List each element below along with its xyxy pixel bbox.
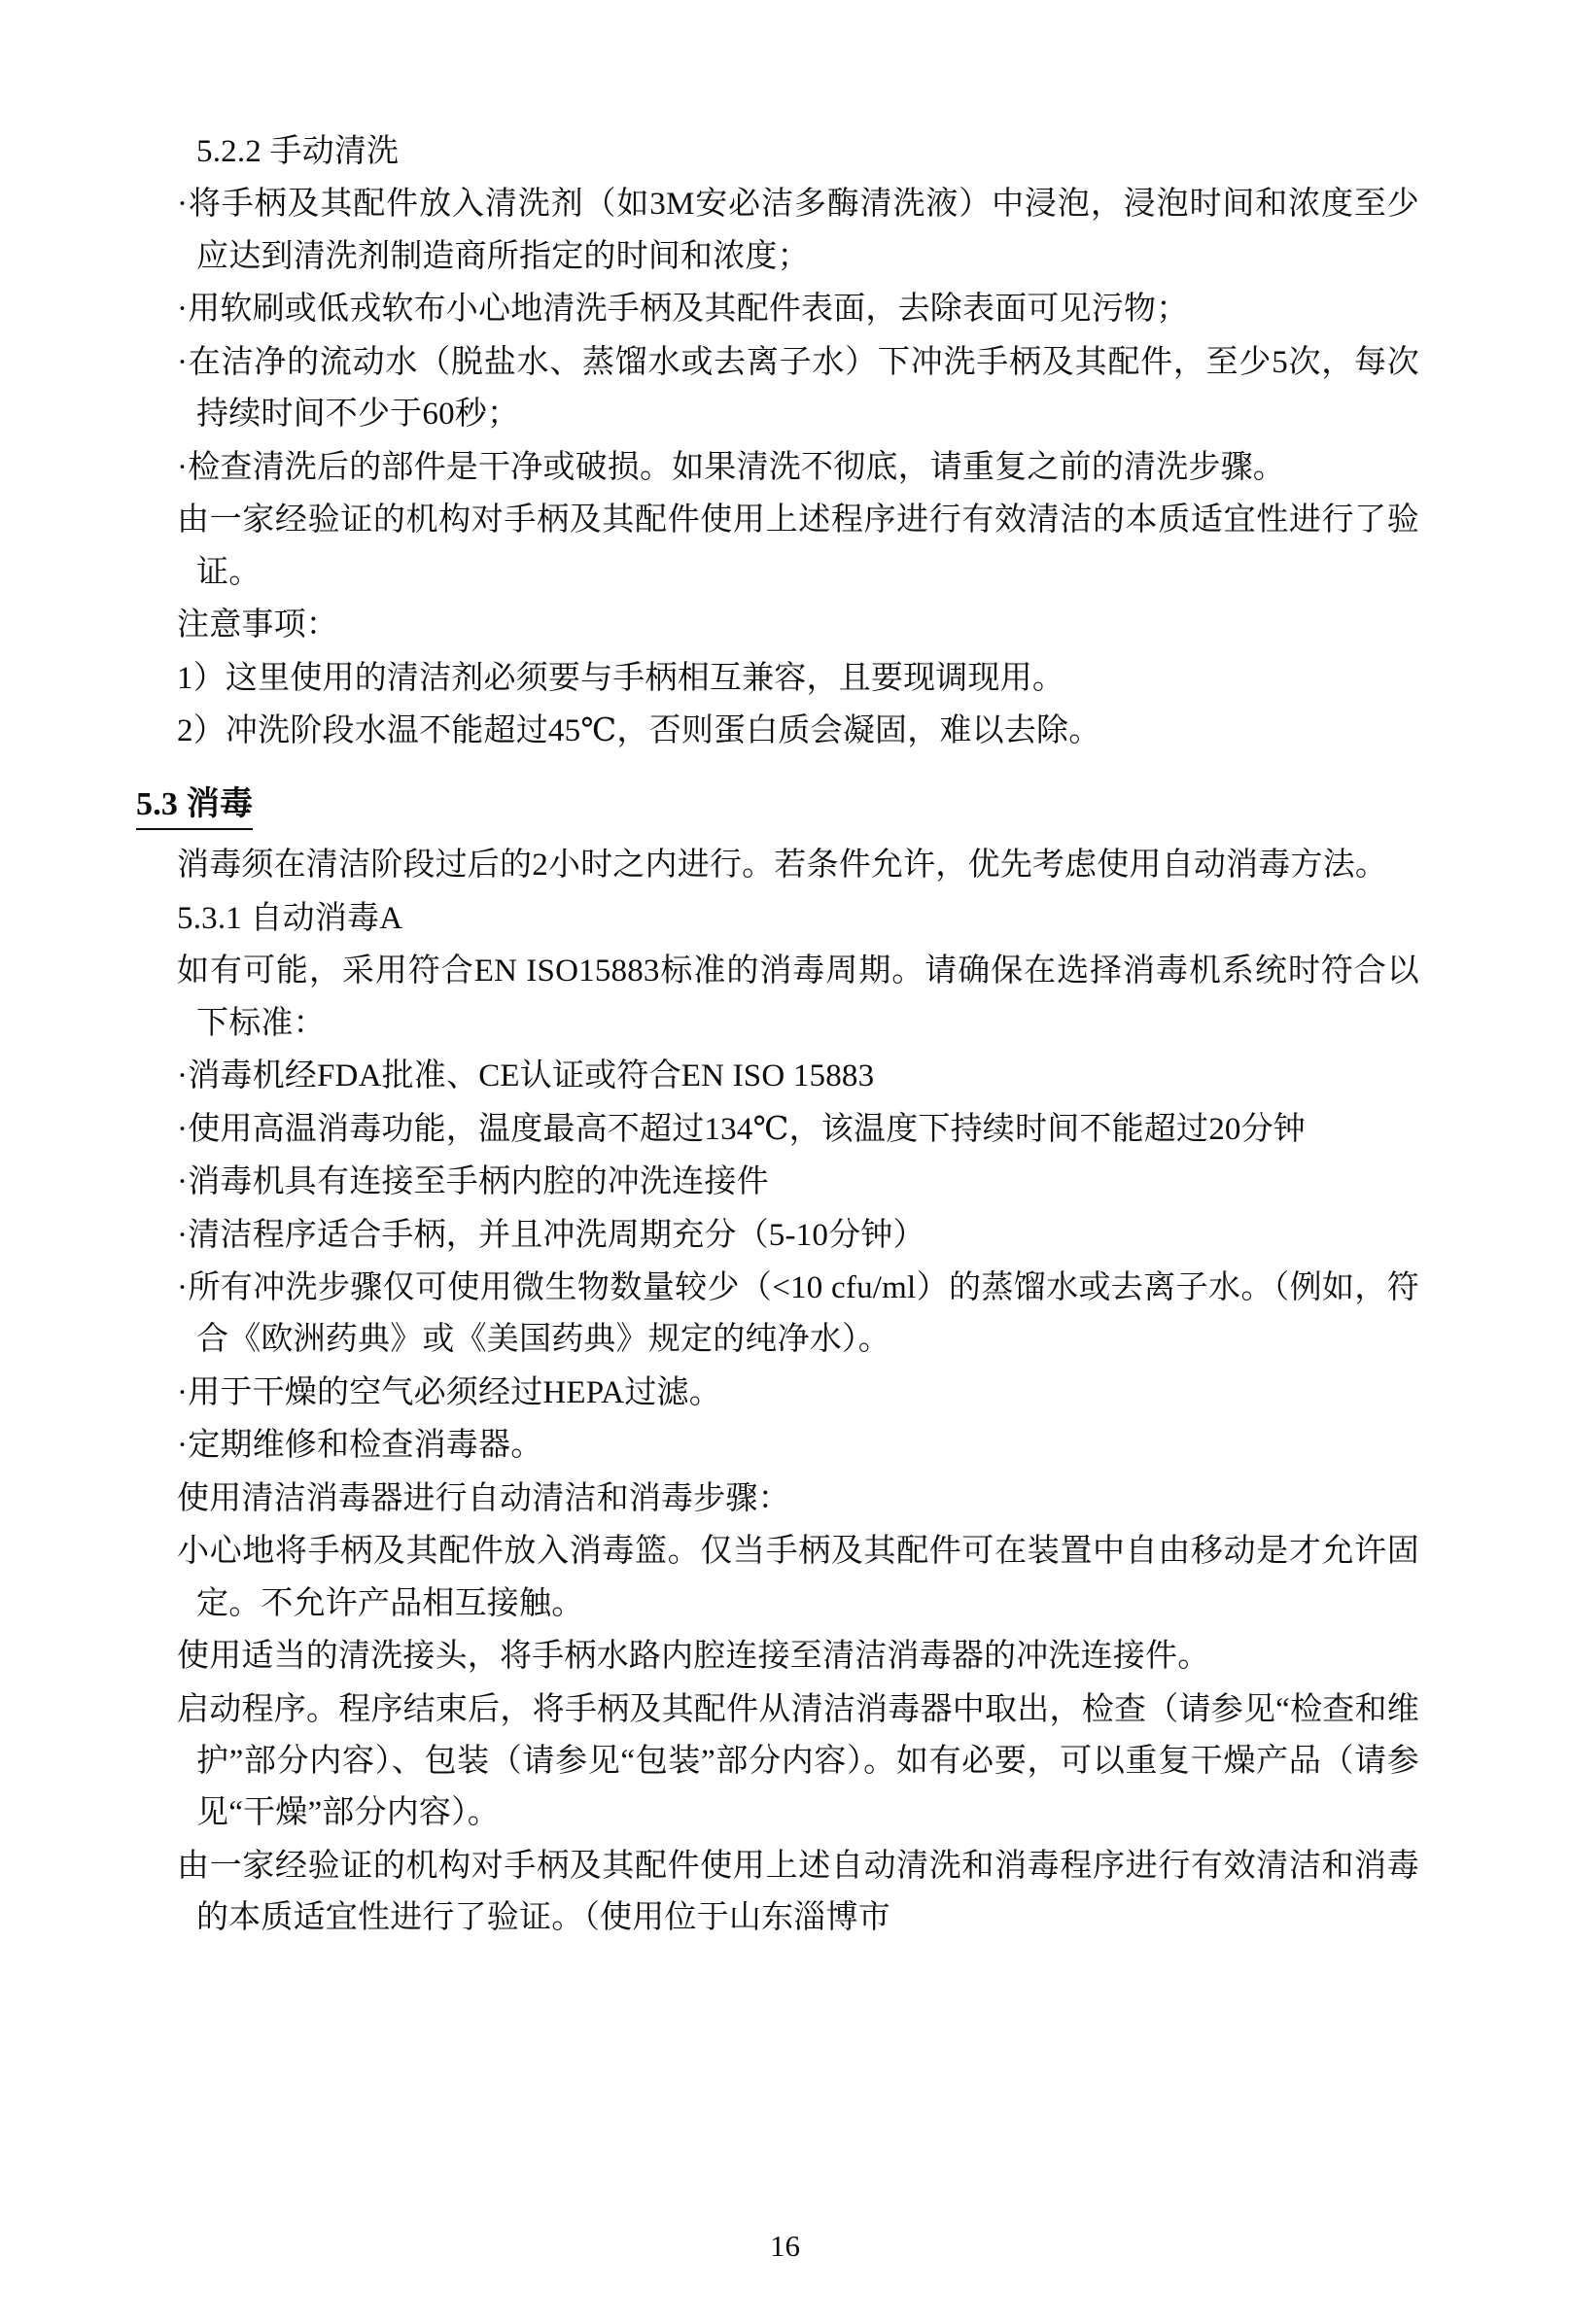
paragraph-validation-cleaning: 由一家经验证的机构对手柄及其配件使用上述程序进行有效清洁的本质适宜性进行了验证。: [177, 503, 1419, 590]
bullet-high-temp-function: ·使用高温消毒功能，温度最高不超过134℃，该温度下持续时间不能超过20分钟: [177, 1111, 1307, 1147]
note-item-2: 2）冲洗阶段水温不能超过45℃，否则蛋白质会凝固，难以去除。: [177, 712, 1101, 748]
paragraph-validation-auto: 由一家经验证的机构对手柄及其配件使用上述自动清洗和消毒程序进行有效清洁和消毒的本质适宜性进行了验证。（使用位于山东淄博市: [177, 1848, 1419, 1936]
bullet-water-quality: ·所有冲洗步骤仅可使用微生物数量较少（<10 cfu/ml）的蒸馏水或去离子水。（例如，符合《欧洲药典》或《美国药典》规定的纯净水）。: [177, 1269, 1419, 1358]
bullet-flush-connector: ·消毒机具有连接至手柄内腔的冲洗连接件: [177, 1164, 769, 1200]
section-heading-wrap: [136, 769, 1419, 836]
paragraph-iso-standard: 如有可能，采用符合EN ISO15883标准的消毒周期。请确保在选择消毒机系统时符合以下标准：: [177, 954, 1419, 1041]
paragraph-auto-steps-label: 使用清洁消毒器进行自动清洁和消毒步骤：: [177, 1480, 790, 1516]
paragraph-start-program: 启动程序。程序结束后，将手柄及其配件从清洁消毒器中取出，检查（请参见“检查和维护”部分内容）、包装（请参见“包装”部分内容）。如有必要，可以重复干燥产品（请参见“干燥”部分内容）。: [177, 1691, 1419, 1831]
document-body: [136, 126, 1419, 1945]
bullet-maintenance: ·定期维修和检查消毒器。: [177, 1428, 543, 1464]
bullet-inspect-parts: ·检查清洗后的部件是干净或破损。如果清洗不彻底，请重复之前的清洗步骤。: [177, 449, 1285, 485]
paragraph-notes-label: 注意事项：: [177, 607, 338, 643]
note-item-1: 1）这里使用的清洁剂必须要与手柄相互兼容，且要现调现用。: [177, 660, 1065, 696]
bullet-cleaning-program: ·清洁程序适合手柄，并且冲洗周期充分（5-10分钟）: [177, 1217, 925, 1253]
paragraph-5-3-1-heading: 5.3.1 自动消毒A: [177, 900, 403, 936]
page-number: 16: [770, 2229, 800, 2263]
paragraph-5-2-2-heading: 5.2.2 手动清洗: [196, 134, 400, 169]
bullet-brush-clean: ·用软刷或低戎软布小心地清洗手柄及其配件表面，去除表面可见污物；: [177, 292, 1189, 328]
bullet-fda-ce-approval: ·消毒机经FDA批准、CE认证或符合EN ISO 15883: [177, 1058, 875, 1094]
paragraph-connector-usage: 使用适当的清洗接头，将手柄水路内腔连接至清洁消毒器的冲洗连接件。: [177, 1639, 1210, 1675]
bullet-rinse-water: ·在洁净的流动水（脱盐水、蒸馏水或去离子水）下冲洗手柄及其配件，至少5次，每次持续时间不少于60秒；: [177, 344, 1419, 433]
bullet-hepa-air: ·用于干燥的空气必须经过HEPA过滤。: [177, 1374, 721, 1410]
section-heading-5-3: 5.3 消毒: [136, 782, 253, 830]
paragraph-disinfection-timing: 消毒须在清洁阶段过后的2小时之内进行。若条件允许，优先考虑使用自动消毒方法。: [177, 848, 1388, 884]
bullet-soak-detergent: ·将手柄及其配件放入清洗剂（如3M安必洁多酶清洗液）中浸泡，浸泡时间和浓度至少应达到清洗剂制造商所指定的时间和浓度；: [177, 187, 1419, 274]
paragraph-basket-loading: 小心地将手柄及其配件放入消毒篮。仅当手柄及其配件可在装置中自由移动是才允许固定。不允许产品相互接触。: [177, 1534, 1419, 1621]
